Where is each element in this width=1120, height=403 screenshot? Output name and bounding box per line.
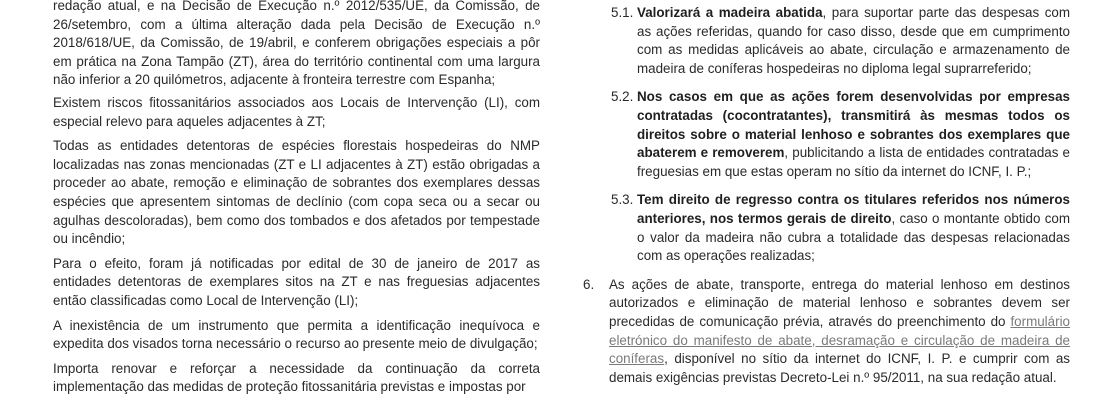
formulario-link[interactable]: formulário eletrónico do manifesto de abate, desramação e circulação de madeira de coníferas	[609, 313, 1070, 367]
clause-number: 5.2.	[611, 89, 634, 105]
right-column	[583, 4, 1070, 387]
paragraph-renovar-reforcar: Importa renovar e reforçar a necessidade da continuação da correta implementação das medidas de proteção fitossanitária previstas e impostas por	[53, 360, 540, 395]
paragraph-notificacao-edital: Para o efeito, foram já notificadas por edital de 30 de janeiro de 2017 as entidades detentoras de exemplares sitos na ZT e nas freguesias adjacentes então classificadas como Local de Intervenção (LI);	[53, 255, 540, 308]
clause-text: , caso o montante obtido com o valor da madeira não cubra a totalidade das despesas relacionadas com as operações realizadas;	[637, 210, 1071, 264]
clause-bold-text: Valorizará a madeira abatida	[637, 5, 823, 20]
clause-number: 5.1.	[611, 5, 634, 20]
clause-6	[583, 276, 1070, 388]
clause-text: As ações de abate, transporte, entrega do material lenhoso em destinos autorizados e eliminação de material lenhoso e sobrantes devem ser precedidas de comunicação prévia, através do preenchimento do	[609, 276, 1070, 329]
clause-number: 5.3.	[611, 192, 634, 208]
paragraph-entidades-detentoras: Todas as entidades detentoras de espécies florestais hospedeiras do NMP localizadas nas zonas mencionadas (ZT e LI adjacentes à ZT) estão obrigadas a proceder ao abate, remoção e eliminação de sobrantes dos exemplares dessas espécies que apresentem sintomas de declínio (com copa seca ou a secar ou agulhas descoloradas), bem como dos tombados e dos afetados por tempestade ou incêndio;	[53, 138, 540, 247]
clause-bold-text: Nos casos em que as ações forem desenvolvidas por empresas contratadas (cocontratantes), transmitirá às mesmas todos os direitos sobre o material lenhoso e sobrantes dos exemplares que abaterem e removerem	[637, 89, 1070, 161]
paragraph-instrumento-identificacao: A inexistência de um instrumento que permita a identificação inequívoca e expedita dos visados torna necessário o recurso ao presente meio de divulgação;	[53, 317, 540, 352]
clause-text: , disponível no sítio da internet do ICNF, I. P. e cumprir com as demais exigências previstas Decreto-Lei n.º 95/2011, na sua redação atual.	[609, 351, 1070, 385]
clause-5-3	[583, 191, 1070, 265]
paragraph-zona-tampao: redação atual, e na Decisão de Execução n.º 2012/535/UE, da Comissão, de 26/setembro, com a última alteração dada pela Decisão de Execução n.º 2018/618/UE, da Comissão, de 19/abril, e conferem obrigações especiais a pôr em prática na Zona Tampão (ZT), área do território continental com uma largura não inferior a 20 quilómetros, adjacente à fronteira terrestre com Espanha;	[53, 0, 540, 88]
clause-text: , para suportar parte das despesas com as ações referidas, quando for caso disso, desde que em cumprimento com as medidas aplicáveis ao abate, circulação e armazenamento de madeira de coníferas hospedeiras no diploma legal suprarreferido;	[637, 5, 1070, 76]
clause-text: , publicitando a lista de entidades contratadas e freguesias em que estas operam no sítio da internet do ICNF, I. P.;	[637, 145, 1071, 179]
clause-5-2	[583, 88, 1070, 181]
left-column	[53, 0, 540, 403]
clause-bold-text: Tem direito de regresso contra os titulares referidos nos números anteriores, nos termos gerais de direito	[637, 192, 1070, 226]
clause-5-1	[583, 4, 1070, 78]
paragraph-riscos-fitossanitarios: Existem riscos fitossanitários associados aos Locais de Intervenção (LI), com especial relevo para aqueles adjacentes à ZT;	[53, 94, 540, 129]
clause-number: 6.	[583, 276, 595, 292]
